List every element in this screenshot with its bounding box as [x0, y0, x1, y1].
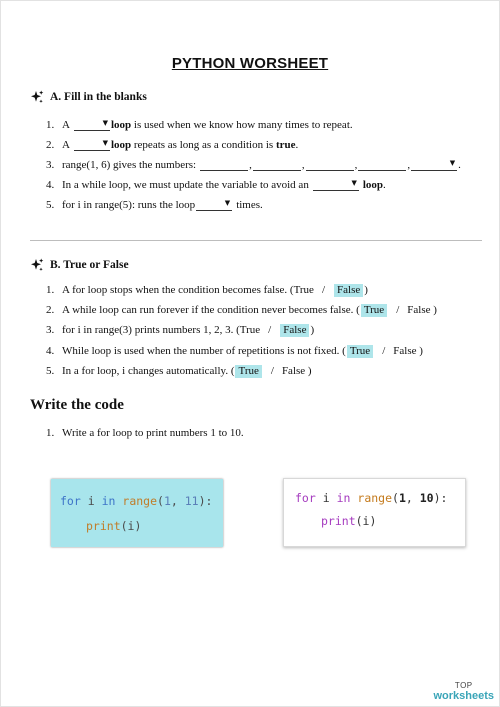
number-blank[interactable] [358, 159, 406, 171]
caret-down-icon: ▼ [102, 139, 108, 147]
item-number: 5. [46, 365, 55, 377]
option-false-selected[interactable]: False [280, 324, 309, 337]
option-true-selected[interactable]: True [361, 304, 387, 317]
option-separator: / [382, 345, 386, 357]
sparkle-icon [30, 258, 44, 272]
item-end: . [458, 159, 461, 171]
code-task-1 [46, 426, 244, 440]
item-number: 5. [46, 199, 55, 211]
item-number: 1. [46, 427, 55, 439]
dropdown-blank[interactable] [313, 179, 359, 191]
section-divider [30, 240, 482, 241]
blank-item-4 [46, 178, 386, 192]
option-false-selected[interactable]: False [334, 284, 363, 297]
item-text: range(1, 6) gives the numbers: [62, 159, 197, 171]
write-code-heading: Write the code [30, 397, 124, 413]
option-separator: / [268, 324, 272, 336]
logo-top-text: TOP [454, 681, 473, 690]
option-true-selected[interactable]: True [235, 365, 261, 378]
item-number: 2. [46, 304, 55, 316]
item-number: 1. [46, 284, 55, 296]
item-text: A while loop can run forever if the condition never becomes false. ( [62, 304, 360, 316]
code-line-1: for i in range(1, 10): [295, 491, 448, 505]
blank-item-1 [46, 118, 353, 132]
blank-item-3: 3. range(1, 6) gives the numbers: , , , , ▼ . [46, 159, 461, 171]
item-end: . [383, 179, 386, 191]
item-text: In a while loop, we must update the variable to avoid an [62, 179, 309, 191]
blank-item-5 [46, 198, 263, 212]
item-text: for i in range(5): runs the loop [62, 199, 196, 211]
section-a-title: A. Fill in the blanks [50, 91, 147, 103]
option-separator: / [396, 304, 400, 316]
code-line-2: print(i) [321, 514, 377, 528]
section-b-title: B. True or False [50, 259, 129, 271]
item-text: for i in range(3) prints numbers 1, 2, 3. (True [62, 324, 261, 336]
item-number: 2. [46, 139, 55, 151]
dropdown-blank[interactable] [196, 199, 232, 211]
option-false[interactable]: False ) [407, 304, 437, 316]
number-blank[interactable] [200, 159, 248, 171]
tf-item-2 [46, 303, 437, 317]
item-text: A [62, 119, 70, 131]
number-blank[interactable] [253, 159, 301, 171]
item-bold: loop [110, 139, 132, 151]
item-number: 3. [46, 159, 55, 171]
caret-down-icon: ▼ [224, 199, 231, 207]
caret-down-icon: ▼ [449, 159, 456, 167]
code-snippet-option-b[interactable] [283, 478, 466, 547]
item-number: 4. [46, 179, 55, 191]
dropdown-blank[interactable] [411, 159, 457, 171]
code-snippet-option-a[interactable] [51, 479, 223, 547]
option-separator: / [270, 365, 274, 377]
code-line-2: print(i) [86, 519, 142, 533]
blank-item-2 [46, 138, 298, 152]
item-text: A [62, 139, 70, 151]
topworksheets-logo [433, 681, 494, 701]
tf-item-3 [46, 323, 314, 337]
item-text: A for loop stops when the condition becomes false. (True [62, 284, 314, 296]
item-text: repeats as long as a condition is [131, 139, 276, 151]
item-text: In a for loop, i changes automatically. ( [62, 365, 235, 377]
item-text: is used when we know how many times to repeat. [131, 119, 353, 131]
code-line-1: for i in range(1, 11): [60, 494, 213, 508]
item-text: times. [236, 199, 263, 211]
item-number: 4. [46, 345, 55, 357]
item-number: 1. [46, 119, 55, 131]
caret-down-icon: ▼ [102, 119, 108, 127]
dropdown-blank[interactable] [74, 119, 110, 131]
tf-item-4 [46, 344, 423, 358]
item-bold: loop [362, 179, 384, 191]
item-end: . [295, 139, 299, 151]
logo-brand-text: worksheets [433, 690, 494, 702]
item-close: ) [310, 324, 315, 336]
item-number: 3. [46, 324, 55, 336]
tf-item-5 [46, 364, 312, 378]
sparkle-icon [30, 90, 44, 104]
item-bold-end: true [275, 139, 296, 151]
option-false[interactable]: False ) [281, 365, 312, 377]
item-text: While loop is used when the number of repetitions is not fixed. ( [62, 345, 346, 357]
caret-down-icon: ▼ [351, 179, 357, 187]
item-bold: loop [110, 119, 132, 131]
option-separator: / [321, 284, 326, 296]
dropdown-blank[interactable] [74, 139, 110, 151]
section-b-heading [30, 258, 129, 272]
option-false[interactable]: False ) [393, 345, 423, 357]
page-title: PYTHON WORSHEET [171, 55, 329, 72]
option-true-selected[interactable]: True [347, 345, 373, 358]
number-blank[interactable] [306, 159, 354, 171]
tf-item-1 [46, 283, 368, 297]
item-text: Write a for loop to print numbers 1 to 10. [62, 427, 244, 439]
section-a-heading [30, 90, 147, 104]
item-close: ) [364, 284, 368, 296]
